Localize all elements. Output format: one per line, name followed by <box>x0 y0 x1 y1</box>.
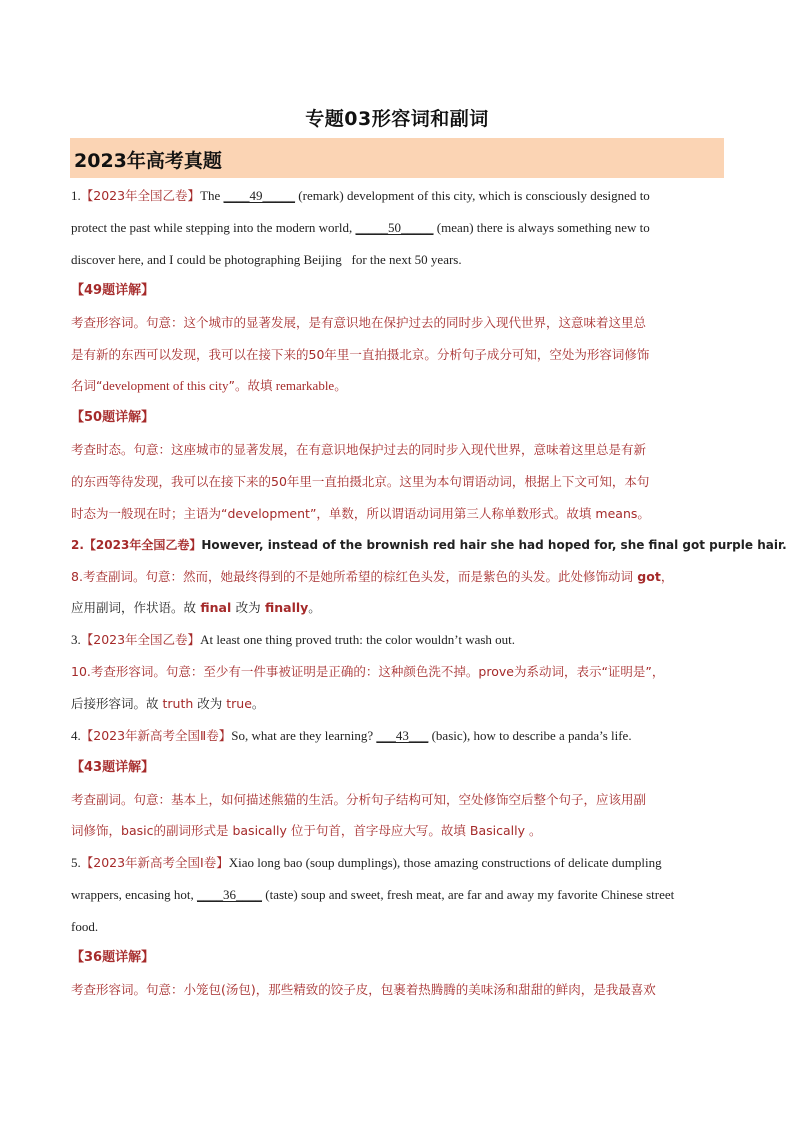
question-text: (taste) soup and sweet, fresh meat, are far and away my favorite Chinese street <box>262 887 675 902</box>
blank-43: ___43___ <box>376 728 429 743</box>
question-text: However, instead of the brownish red hair she had hoped for, she final got purple hair. <box>201 538 787 552</box>
explanation-text: 考查副词。句意：然而，她最终得到的不是她所希望的棕红色头发，而是紫色的头发。此处修饰动词 <box>82 569 633 584</box>
explanation-text: 。 <box>334 378 347 393</box>
blank-50: _____50_____ <box>355 220 434 235</box>
explanation-43-header: 【43题详解】 <box>71 760 155 775</box>
explanation-number: 8. <box>71 569 83 584</box>
explanation-text: 位于句首，首字母应大写。故填 <box>290 823 466 838</box>
question-2-line <box>71 535 787 555</box>
question-5-line-3: food. <box>71 919 99 934</box>
explanation-text: 名词“ <box>71 378 103 393</box>
answer-text: true <box>222 696 252 711</box>
question-text: wrappers, encasing hot, <box>71 887 197 902</box>
explanation-text: ， <box>660 569 674 584</box>
question-text: The <box>200 188 224 203</box>
explanation-43-line-2 <box>71 821 731 841</box>
explanation-49-line-1: 考查形容词。句意：这个城市的显著发展，是有意识地在保护过去的同时步入现代世界，这意味着这里总 <box>71 315 647 330</box>
question-1-line-1 <box>71 186 731 206</box>
explanation-50-line-3 <box>71 504 731 524</box>
question-text: discover here, and I could be photographing Beijing for the next 50 years. <box>71 252 462 267</box>
explanation-text: 为系动词，表示“证明是”， <box>513 664 665 679</box>
document-title: 专题03形容词和副词 <box>305 108 489 130</box>
explanation-text: basic <box>121 823 154 838</box>
explanation-q2-line-1 <box>71 567 731 587</box>
question-text: At least one thing proved truth: the color wouldn’t wash out. <box>200 632 516 647</box>
answer-text: truth <box>158 696 198 711</box>
question-text: (mean) there is always something new to <box>433 220 650 235</box>
explanation-text: prove <box>478 664 514 679</box>
section-title: 2023年高考真题 <box>74 150 222 172</box>
explanation-text: 。 <box>637 506 650 521</box>
question-number: 5. <box>71 855 81 870</box>
answer-text: remarkable <box>272 378 335 393</box>
question-source: 【2023年全国乙卷】 <box>83 538 202 552</box>
question-number: 3. <box>71 632 81 647</box>
question-1-line-3 <box>71 250 731 270</box>
explanation-43-line-1: 考查副词。句意：基本上，如何描述熊猫的生活。分析句子结构可知，空处修饰空后整个句子，应该用副 <box>71 792 647 807</box>
explanation-text: 。 <box>251 696 265 711</box>
explanation-49-header: 【49题详解】 <box>71 283 155 298</box>
explanation-text: 10.考查形容词。句意：至少有一件事被证明是正确的：这种颜色洗不掉。 <box>71 664 479 679</box>
question-number: 2. <box>71 538 84 552</box>
question-source: 【2023年全国乙卷】 <box>80 188 201 203</box>
explanation-text: development of this city <box>102 378 229 393</box>
explanation-q2-line-2 <box>71 598 731 618</box>
question-text: (basic), how to describe a panda’s life. <box>428 728 632 743</box>
answer-text: final <box>196 600 236 615</box>
explanation-text: 应用副词，作状语。故 <box>71 600 197 615</box>
blank-36: ____36____ <box>197 887 262 902</box>
question-source: 【2023年新高考全国Ⅱ卷】 <box>80 728 232 743</box>
answer-text: Basically <box>465 823 529 838</box>
explanation-q3-line-1 <box>71 662 731 682</box>
question-source: 【2023年全国乙卷】 <box>80 632 201 647</box>
question-5-line-1 <box>71 853 731 873</box>
explanation-text: development <box>227 506 310 521</box>
question-text: (remark) development of this city, which is consciously designed to <box>295 188 650 203</box>
explanation-text: 后接形容词。故 <box>71 696 159 711</box>
explanation-36-line-1: 考查形容词。句意：小笼包(汤包)，那些精致的饺子皮，包裹着热腾腾的美味汤和甜甜的鲜肉，是我最喜欢 <box>71 982 656 997</box>
answer-text: means <box>591 506 638 521</box>
question-3-line <box>71 630 731 650</box>
question-1-line-2 <box>71 218 731 238</box>
explanation-text: 时态为一般现在时；主语为“ <box>71 506 228 521</box>
explanation-text: 。 <box>528 823 542 838</box>
section-header-bar <box>70 138 724 178</box>
explanation-49-line-2: 是有新的东西可以发现，我可以在接下来的50年里一直拍摄北京。分析句子成分可知，空处为形容词修饰 <box>71 347 650 362</box>
explanation-50-line-1: 考查时态。句意：这座城市的显著发展，在有意识地保护过去的同时步入现代世界，意味着这里总是有新 <box>71 442 647 457</box>
explanation-text: 。 <box>308 600 321 615</box>
question-number: 1. <box>71 188 81 203</box>
explanation-text: ”。故填 <box>228 378 273 393</box>
blank-49: ____49_____ <box>223 188 296 203</box>
explanation-text: basically <box>228 823 291 838</box>
explanation-text: 改为 <box>235 600 261 615</box>
question-number: 4. <box>71 728 81 743</box>
explanation-50-line-2: 的东西等待发现，我可以在接下来的50年里一直拍摄北京。这里为本句谓语动词，根据上下文可知，本句 <box>71 474 650 489</box>
explanation-text: ”，单数，所以谓语动词用第三人称单数形式。故填 <box>309 506 592 521</box>
question-5-line-2 <box>71 885 731 905</box>
explanation-text: 词修饰， <box>71 823 122 838</box>
explanation-50-header: 【50题详解】 <box>71 410 155 425</box>
explanation-49-line-3 <box>71 376 731 396</box>
question-4-line <box>71 726 731 746</box>
answer-text: got <box>632 569 661 584</box>
explanation-q3-line-2 <box>71 694 731 714</box>
question-text: So, what are they learning? <box>231 728 377 743</box>
question-text: Xiao long bao (soup dumplings), those amazing constructions of delicate dumpling <box>228 855 662 870</box>
explanation-text: 改为 <box>197 696 223 711</box>
question-source: 【2023年新高考全国Ⅰ卷】 <box>80 855 229 870</box>
question-text: protect the past while stepping into the modern world, <box>71 220 356 235</box>
explanation-36-header: 【36题详解】 <box>71 950 155 965</box>
explanation-text: 的副词形式是 <box>153 823 229 838</box>
answer-text: finally <box>260 600 309 615</box>
